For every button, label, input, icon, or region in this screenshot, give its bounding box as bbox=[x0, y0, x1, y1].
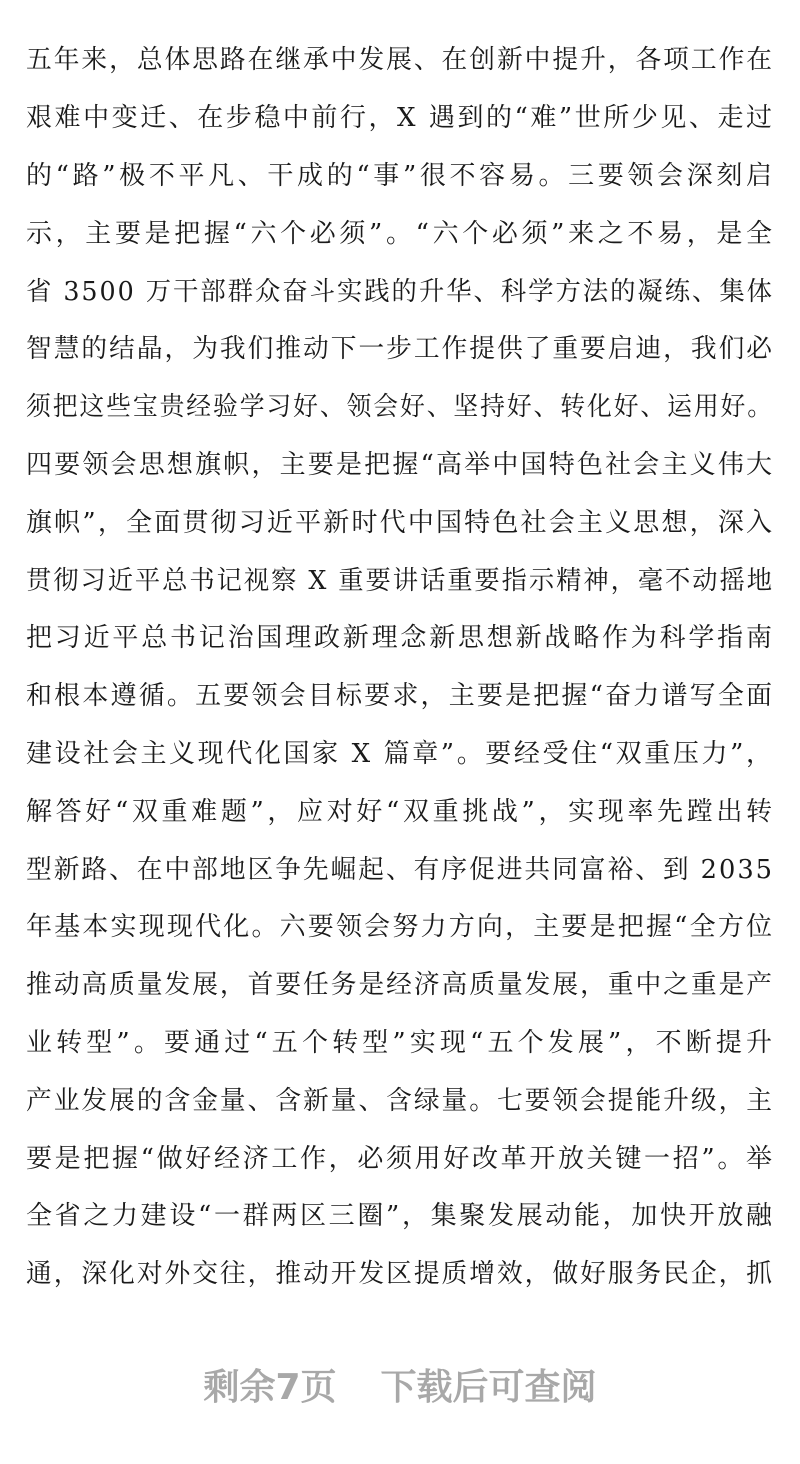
paragraph-line bbox=[0, 90, 800, 146]
paragraph-line bbox=[0, 321, 800, 377]
paragraph-line bbox=[0, 379, 800, 435]
paragraph-line bbox=[0, 553, 800, 609]
paragraph-line bbox=[0, 957, 800, 1013]
line-text: 型新路、在中部地区争先崛起、有序促进共同富裕、到 2035 bbox=[26, 855, 774, 885]
line-text: 省 3500 万干部群众奋斗实践的升华、科学方法的凝练、集体 bbox=[26, 277, 774, 307]
paragraph-line bbox=[0, 148, 800, 204]
line-text: 智慧的结晶，为我们推动下一步工作提供了重要启迪，我们必 bbox=[26, 334, 774, 364]
line-text: 年基本实现现代化。六要领会努力方向，主要是把握“全方位 bbox=[26, 912, 775, 942]
paragraph-line bbox=[0, 899, 800, 955]
line-text: 把习近平总书记治国理政新理念新思想新战略作为科学指南 bbox=[26, 623, 775, 653]
paragraph-line bbox=[0, 1246, 800, 1302]
line-text: 贯彻习近平总书记视察 X 重要讲话重要指示精神，毫不动摇地 bbox=[26, 566, 774, 596]
paragraph-line bbox=[0, 32, 800, 88]
remaining-pages-label: 剩余7页 bbox=[203, 1367, 337, 1408]
line-text: 的“路”极不平凡、干成的“事”很不容易。三要领会深刻启 bbox=[26, 161, 776, 191]
line-text: 示，主要是把握“六个必须”。“六个必须”来之不易，是全 bbox=[26, 219, 776, 249]
line-text: 艰难中变迁、在步稳中前行，X 遇到的“难”世所少见、走过 bbox=[26, 103, 775, 133]
line-text: 五年来，总体思路在继承中发展、在创新中提升，各项工作在 bbox=[26, 45, 774, 75]
paragraph-line bbox=[0, 437, 800, 493]
download-hint-label: 下载后可查阅 bbox=[380, 1367, 597, 1408]
line-text: 通，深化对外交往，推动开发区提质增效，做好服务民企，抓 bbox=[26, 1259, 774, 1289]
line-text: 推动高质量发展，首要任务是经济高质量发展，重中之重是产 bbox=[26, 970, 774, 1000]
line-text: 要是把握“做好经济工作，必须用好改革开放关键一招”。举 bbox=[26, 1144, 775, 1174]
line-text: 业转型”。要通过“五个转型”实现“五个发展”，不断提升 bbox=[26, 1028, 777, 1058]
line-text: 产业发展的含金量、含新量、含绿量。七要领会提能升级，主 bbox=[26, 1086, 774, 1116]
paragraph-line bbox=[0, 668, 800, 724]
line-text: 须把这些宝贵经验学习好、领会好、坚持好、转化好、运用好。 bbox=[26, 392, 774, 422]
paragraph-line bbox=[0, 1015, 800, 1071]
paragraph-line bbox=[0, 726, 800, 782]
paragraph-line bbox=[0, 206, 800, 262]
line-text: 四要领会思想旗帜，主要是把握“高举中国特色社会主义伟大 bbox=[26, 450, 775, 480]
paragraph-line bbox=[0, 610, 800, 666]
paragraph-line bbox=[0, 1188, 800, 1244]
paragraph-line bbox=[0, 784, 800, 840]
line-text: 全省之力建设“一群两区三圈”，集聚发展动能，加快开放融 bbox=[26, 1201, 775, 1231]
line-text: 解答好“双重难题”，应对好“双重挑战”，实现率先蹚出转 bbox=[26, 797, 776, 827]
paragraph-line bbox=[0, 842, 800, 898]
paragraph-line bbox=[0, 264, 800, 320]
line-text: 旗帜”，全面贯彻习近平新时代中国特色社会主义思想，深入 bbox=[26, 508, 775, 538]
line-text: 和根本遵循。五要领会目标要求，主要是把握“奋力谱写全面 bbox=[26, 681, 775, 711]
paragraph-line bbox=[0, 495, 800, 551]
line-text: 建设社会主义现代化国家 X 篇章”。要经受住“双重压力”， bbox=[26, 739, 775, 769]
paragraph-line bbox=[0, 1073, 800, 1129]
paragraph-line bbox=[0, 1131, 800, 1187]
download-prompt[interactable] bbox=[0, 1358, 800, 1418]
